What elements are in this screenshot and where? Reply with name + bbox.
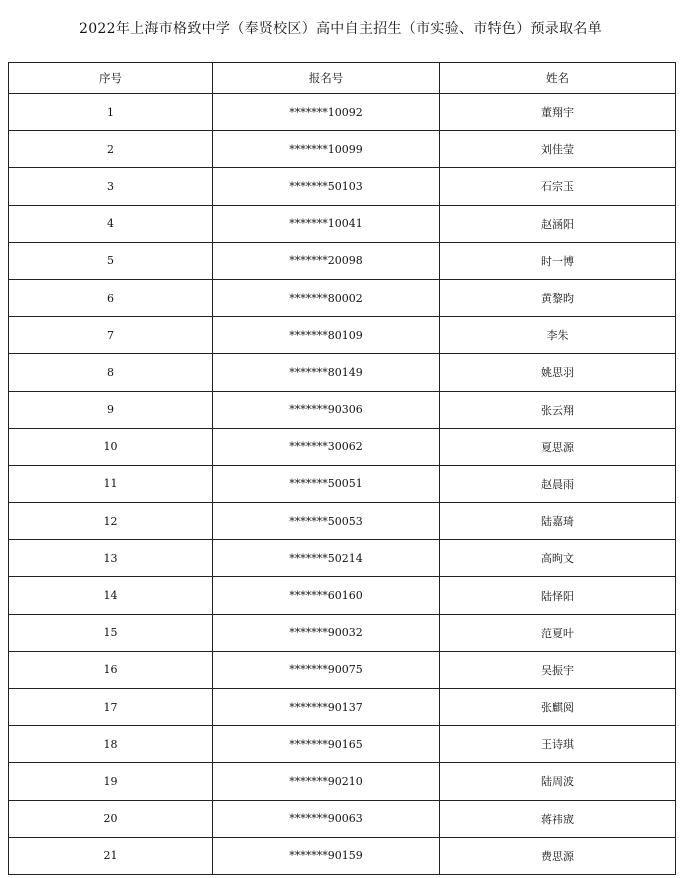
cell-registration-number: *******50053: [213, 503, 440, 540]
cell-seq: 13: [9, 540, 213, 577]
cell-registration-number: *******30062: [213, 428, 440, 465]
table-row: [9, 428, 676, 465]
cell-seq: 18: [9, 726, 213, 763]
cell-seq: 17: [9, 689, 213, 726]
cell-name: 石宗玉: [440, 168, 676, 205]
cell-name: 陆怿阳: [440, 577, 676, 614]
cell-name: 董翔宇: [440, 94, 676, 131]
table-row: [9, 317, 676, 354]
cell-registration-number: *******90032: [213, 614, 440, 651]
cell-registration-number: *******20098: [213, 242, 440, 279]
table-row: [9, 800, 676, 837]
cell-registration-number: *******90075: [213, 651, 440, 688]
cell-name: 王诗琪: [440, 726, 676, 763]
cell-seq: 14: [9, 577, 213, 614]
cell-name: 夏思源: [440, 428, 676, 465]
cell-seq: 6: [9, 279, 213, 316]
table-header-row: [9, 63, 676, 94]
cell-seq: 19: [9, 763, 213, 800]
cell-registration-number: *******60160: [213, 577, 440, 614]
cell-seq: 10: [9, 428, 213, 465]
table-row: [9, 168, 676, 205]
cell-name: 费思源: [440, 837, 676, 874]
cell-seq: 8: [9, 354, 213, 391]
cell-registration-number: *******90165: [213, 726, 440, 763]
cell-registration-number: *******90137: [213, 689, 440, 726]
table-row: [9, 763, 676, 800]
table-row: [9, 131, 676, 168]
cell-registration-number: *******10099: [213, 131, 440, 168]
table-row: [9, 837, 676, 874]
cell-registration-number: *******80149: [213, 354, 440, 391]
table-row: [9, 614, 676, 651]
cell-name: 吴振宇: [440, 651, 676, 688]
cell-name: 陆周波: [440, 763, 676, 800]
cell-name: 高昫文: [440, 540, 676, 577]
cell-name: 张麒阅: [440, 689, 676, 726]
cell-seq: 7: [9, 317, 213, 354]
table-row: [9, 726, 676, 763]
table-row: [9, 391, 676, 428]
cell-seq: 3: [9, 168, 213, 205]
table-row: [9, 465, 676, 502]
header-registration-number: 报名号: [213, 63, 440, 94]
cell-seq: 20: [9, 800, 213, 837]
table-row: [9, 577, 676, 614]
cell-registration-number: *******90159: [213, 837, 440, 874]
cell-name: 赵涵阳: [440, 205, 676, 242]
cell-name: 黄黎昀: [440, 279, 676, 316]
cell-name: 刘佳莹: [440, 131, 676, 168]
cell-seq: 15: [9, 614, 213, 651]
table-row: [9, 540, 676, 577]
cell-registration-number: *******10041: [213, 205, 440, 242]
cell-registration-number: *******90210: [213, 763, 440, 800]
cell-seq: 9: [9, 391, 213, 428]
cell-name: 陆嘉琦: [440, 503, 676, 540]
cell-name: 范夏叶: [440, 614, 676, 651]
cell-registration-number: *******90306: [213, 391, 440, 428]
table-row: [9, 94, 676, 131]
cell-seq: 21: [9, 837, 213, 874]
cell-registration-number: *******90063: [213, 800, 440, 837]
cell-registration-number: *******80002: [213, 279, 440, 316]
cell-registration-number: *******50051: [213, 465, 440, 502]
header-name: 姓名: [440, 63, 676, 94]
cell-name: 李朱: [440, 317, 676, 354]
cell-registration-number: *******50103: [213, 168, 440, 205]
table-row: [9, 354, 676, 391]
cell-seq: 5: [9, 242, 213, 279]
cell-name: 时一博: [440, 242, 676, 279]
cell-registration-number: *******10092: [213, 94, 440, 131]
header-seq: 序号: [9, 63, 213, 94]
cell-name: 蒋祎宬: [440, 800, 676, 837]
table-row: [9, 279, 676, 316]
cell-name: 赵晨雨: [440, 465, 676, 502]
table-row: [9, 242, 676, 279]
document-title: 2022年上海市格致中学（奉贤校区）高中自主招生（市实验、市特色）预录取名单: [78, 21, 603, 37]
cell-seq: 2: [9, 131, 213, 168]
table-row: [9, 651, 676, 688]
cell-seq: 16: [9, 651, 213, 688]
table-row: [9, 503, 676, 540]
cell-registration-number: *******50214: [213, 540, 440, 577]
cell-seq: 4: [9, 205, 213, 242]
table-row: [9, 205, 676, 242]
cell-name: 张云翔: [440, 391, 676, 428]
cell-seq: 11: [9, 465, 213, 502]
cell-seq: 1: [9, 94, 213, 131]
admission-table: [8, 62, 676, 875]
cell-registration-number: *******80109: [213, 317, 440, 354]
table-row: [9, 689, 676, 726]
cell-name: 姚思羽: [440, 354, 676, 391]
cell-seq: 12: [9, 503, 213, 540]
